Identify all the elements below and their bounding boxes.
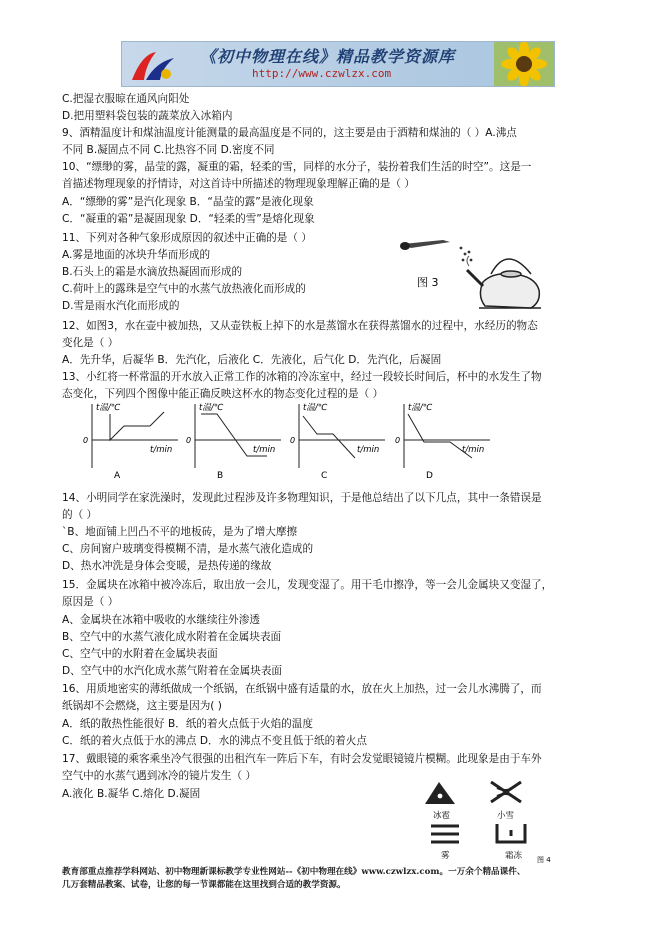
text-line-l13: D.雪是雨水汽化而形成的 (62, 300, 180, 312)
text-line-l34: 17、戴眼镜的乘客乘坐冷气很强的出租汽车一阵后下车，有时会发觉眼镜镜片模糊。此现象是由于车外 (62, 753, 542, 765)
text-line-l4: 不同 B.凝固点不同 C.比热容不同 D.密度不同 (62, 144, 275, 156)
footer-line-2: 几万套精品教案、试卷，让您的每一节课都能在这里找到合适的教学资源。 (62, 880, 346, 890)
text-line-l22: C、房间窗户玻璃变得模糊不清，是水蒸气液化造成的 (62, 543, 314, 555)
header-banner (121, 41, 555, 87)
footer-line-1: 教育部重点推荐学科网站、初中物理新课标教学专业性网站--《初中物理在线》www.czwlzx.com。一万余个精品课件、 (62, 867, 526, 877)
banner-url[interactable]: http://www.czwlzx.com (252, 67, 392, 80)
graph-label-c: C (321, 471, 328, 480)
text-line-l29: D、空气中的水汽化成水蒸气附着在金属块表面 (62, 665, 283, 677)
graph-b (183, 400, 283, 480)
graph-y-label: t温/℃ (96, 403, 121, 413)
text-line-l18: 态变化，下列四个图像中能正确反映这杯水的物态变化过程的是（ ） (62, 388, 384, 400)
graph-origin: 0 (186, 436, 192, 445)
hail-icon (425, 782, 455, 804)
text-line-l23: D、热水冲洗是身体会变暖，是热传递的缘故 (62, 560, 272, 572)
text-line-l26: A、金属块在冰箱中吸收的水继续往外渗透 (62, 614, 260, 626)
text-line-l6: 首描述物理现象的抒情诗，对这首诗中所描述的物理现象理解正确的是（ ） (62, 178, 415, 190)
graph-curve (110, 412, 164, 440)
graph-x-label: t/min (150, 445, 173, 455)
text-line-l12: C.荷叶上的露珠是空气中的水蒸气放热液化而形成的 (62, 283, 306, 295)
text-line-l15: 变化是（ ） (62, 337, 119, 349)
graph-y-label: t温/℃ (303, 403, 328, 413)
graph-origin: 0 (395, 436, 401, 445)
text-line-l11: B.石头上的霜是水滴放热凝固而形成的 (62, 266, 243, 278)
graph-y-label: t温/℃ (408, 403, 433, 413)
graph-x-label: t/min (253, 445, 276, 455)
banner-title: 《初中物理在线》精品教学资源库 (200, 47, 456, 66)
fog-icon (431, 826, 459, 842)
text-line-l19: 14、小明同学在家洗澡时，发现此过程涉及许多物理知识，于是他总结出了以下几点，其中一条错误是 (62, 492, 542, 504)
text-line-l30: 16、用质地密实的薄纸做成一个纸锅，在纸锅中盛有适量的水，放在火上加热，过一会儿水沸腾了，而 (62, 683, 542, 695)
text-line-l7: A．“缥缈的雾”是汽化现象 B．“晶莹的露”是液化现象 (62, 196, 314, 208)
graph-label-b: B (217, 471, 224, 480)
text-line-l35: 空气中的水蒸气遇到冰冷的镜片发生（ ） (62, 770, 257, 782)
text-line-l17: 13、小红将一杯常温的开水放入正常工作的冰箱的冷冻室中，经过一段较长时间后，杯中的水发生了物 (62, 371, 542, 383)
graph-origin: 0 (290, 436, 296, 445)
text-line-l32: A．纸的散热性能很好 B．纸的着火点低于火焰的温度 (62, 718, 313, 730)
text-line-l14: 12、如图3，水在壶中被加热，又从壶铁板上掉下的水是蒸馏水在获得蒸馏水的过程中，水经历的物态 (62, 320, 538, 332)
text-line-l36: A.液化 B.凝华 C.熔化 D.凝固 (62, 788, 201, 800)
graph-c (287, 400, 387, 480)
sunflower-icon (494, 42, 554, 86)
text-line-l5: 10、“缥缈的雾，晶莹的露，凝重的霜，轻柔的雪，同样的水分子，装扮着我们生活的时空”。这是一 (62, 161, 532, 173)
graph-d (392, 400, 492, 480)
figure-4-label-snow: 小雪 (497, 811, 515, 821)
text-line-l1: C.把湿衣服晾在通风向阳处 (62, 93, 190, 105)
figure-4-label-hail: 冰雹 (433, 811, 451, 821)
figure-4-caption: 图 4 (537, 856, 551, 864)
figure-3-kettle (395, 230, 555, 310)
graph-label-a: A (114, 471, 121, 480)
text-line-l25: 原因是（ ） (62, 596, 119, 608)
text-line-l9: 11、下列对各种气象形成原因的叙述中正确的是（ ） (62, 232, 312, 244)
text-line-l20: 的（ ） (62, 509, 98, 521)
text-line-l8: C．“凝重的霜”是凝固现象 D．“轻柔的雪”是熔化现象 (62, 213, 315, 225)
snow-icon (491, 782, 521, 802)
graph-curve (303, 416, 355, 458)
text-line-l21: `B、地面铺上凹凸不平的地板砖，是为了增大摩擦 (62, 526, 298, 538)
figure-3-label: 图 3 (417, 276, 439, 289)
text-line-l2: D.把用塑料袋包装的蔬菜放入冰箱内 (62, 110, 233, 122)
graph-y-label: t温/℃ (199, 403, 224, 413)
text-line-l27: B、空气中的水蒸气液化成水附着在金属块表面 (62, 631, 282, 643)
graph-a (80, 400, 180, 480)
graph-label-d: D (426, 471, 433, 480)
figure-4-label-frost: 霜冻 (505, 851, 523, 861)
text-line-l31: 纸锅却不会燃烧，这主要是因为( ) (62, 700, 222, 712)
text-line-l24: 15．金属块在冰箱中被冷冻后，取出放一会儿，发现变湿了。用干毛巾擦净，等一会儿金属块又变湿了， (62, 579, 553, 591)
frost-icon (497, 824, 525, 842)
text-line-l16: A．先升华，后凝华 B．先汽化，后液化 C．先液化，后气化 D．先汽化，后凝固 (62, 354, 442, 366)
text-line-l33: C．纸的着火点低于水的沸点 D．水的沸点不变且低于纸的着火点 (62, 735, 367, 747)
site-logo-icon (126, 44, 184, 84)
figure-4-weather (425, 778, 555, 864)
graph-x-label: t/min (357, 445, 380, 455)
text-line-l28: C、空气中的水附着在金属块表面 (62, 648, 218, 660)
figure-4-label-fog: 雾 (441, 851, 450, 861)
graph-x-label: t/min (462, 445, 485, 455)
text-line-l10: A.雾是地面的冰块升华而形成的 (62, 249, 211, 261)
text-line-l3: 9、酒精温度计和煤油温度计能测量的最高温度是不同的，这主要是由于酒精和煤油的（ ）A.沸点 (62, 127, 517, 139)
iron-plate-icon (400, 240, 450, 250)
kettle-icon (467, 259, 541, 308)
drops-icon (460, 247, 473, 262)
graph-origin: 0 (83, 436, 89, 445)
